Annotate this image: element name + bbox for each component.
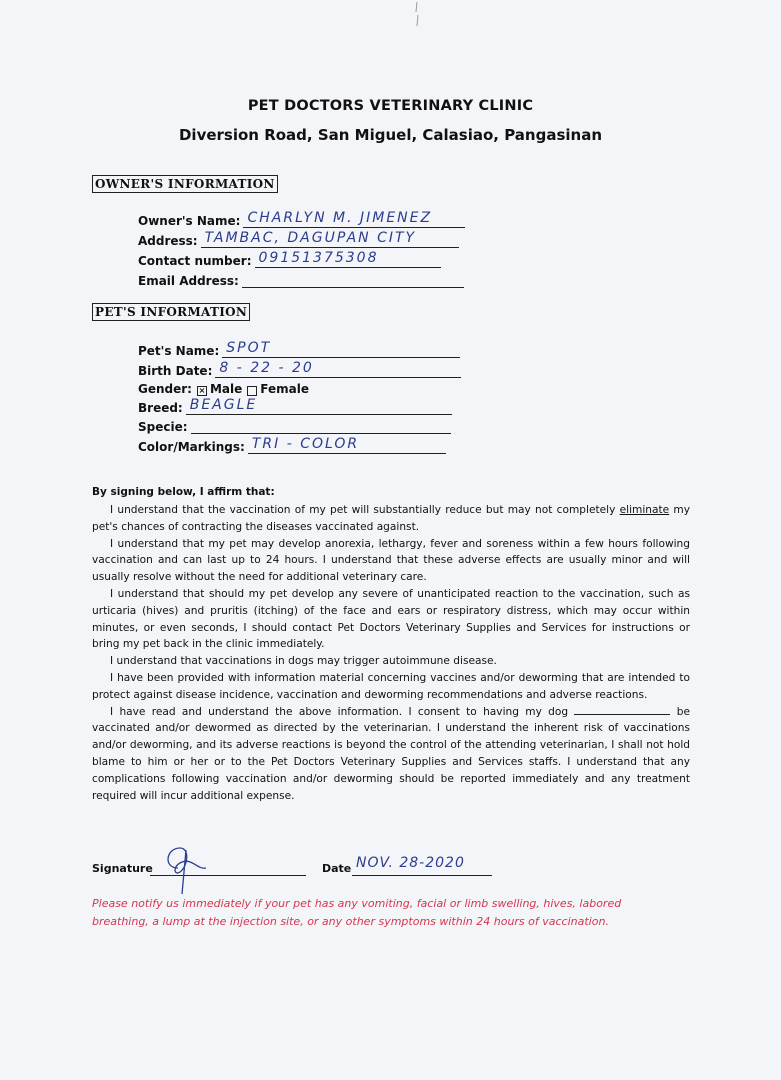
pet-specie-label: Specie:	[138, 420, 188, 434]
pet-breed-field	[138, 397, 452, 415]
signature-label: Signature	[92, 862, 153, 875]
pet-gender-label: Gender:	[138, 382, 192, 396]
owner-section-header: OWNER'S INFORMATION	[92, 175, 278, 193]
affirm-p6-text-b: be vaccinated and/or dewormed as directed by the veterinarian. I understand the inherent risk of vaccinations and/or deworming, and its adverse reactions is beyond the control of the attending veterinarian, I shall not hold blame to him or her or to the Pet Doctors Veterinary Supplies and Services staffs. I understand that any complications following vaccination and/or deworming should be reported immediately and any treatment required will incur additional expense.	[92, 705, 690, 802]
female-label: Female	[260, 382, 309, 396]
notice-text: Please notify us immediately if your pet has any vomiting, facial or limb swelling, hives, labored breathing, a lump at the injection site, or any other symptoms within 24 hours of vaccination.	[92, 897, 622, 928]
pet-color-line[interactable]	[248, 436, 446, 454]
pet-section-header: PET'S INFORMATION	[92, 303, 250, 321]
affirm-heading: By signing below, I affirm that:	[92, 486, 275, 498]
pet-breed-line[interactable]	[186, 397, 452, 415]
handwritten-signature	[158, 838, 228, 898]
clinic-name: PET DOCTORS VETERINARY CLINIC	[247, 98, 534, 114]
male-checkbox[interactable]: ×	[198, 386, 206, 395]
affirm-paragraph-2: I understand that my pet may develop anorexia, lethargy, fever and soreness within a few hours following vaccination and can last up to 24 hours. I understand that these adverse effects are usually minor and will usually resolve without the need for additional veterinary care.	[92, 537, 690, 584]
date-value: NOV. 28-2020	[356, 855, 465, 871]
owner-address-label: Address:	[138, 234, 198, 248]
male-label: Male	[209, 382, 243, 396]
pet-name-field	[138, 340, 460, 358]
owner-email-line[interactable]	[242, 270, 464, 288]
owner-contact-line[interactable]	[255, 250, 441, 268]
pet-birth-field	[138, 360, 461, 378]
owner-address-value: TAMBAC, DAGUPAN CITY	[204, 230, 417, 246]
owner-contact-field	[138, 250, 441, 268]
pet-color-label: Color/Markings:	[138, 440, 245, 454]
owner-name-label: Owner's Name:	[138, 214, 241, 228]
owner-address-line[interactable]	[201, 230, 459, 248]
staple-mark	[412, 0, 422, 30]
pet-gender-field	[138, 378, 309, 396]
pet-name-value: SPOT	[226, 340, 272, 356]
pet-name-line[interactable]	[222, 340, 460, 358]
owner-name-value: CHARLYN M. JIMENEZ	[247, 210, 433, 226]
affirm-paragraph-4: I understand that vaccinations in dogs may trigger autoimmune disease.	[110, 655, 497, 668]
owner-name-line[interactable]	[243, 210, 465, 228]
pet-birth-line[interactable]	[215, 360, 461, 378]
pet-color-field	[138, 436, 446, 454]
pet-breed-value: BEAGLE	[189, 397, 258, 413]
affirm-p1-underlined: eliminate	[619, 504, 670, 516]
pet-specie-line[interactable]	[191, 416, 451, 434]
affirm-p6-text-a: I have read and understand the above information. I consent to having my dog	[110, 705, 575, 718]
pet-color-value: TRI - COLOR	[251, 436, 360, 452]
female-checkbox[interactable]	[247, 386, 257, 396]
affirm-paragraph-1	[92, 502, 690, 536]
pet-birth-value: 8 - 22 - 20	[219, 360, 314, 376]
pet-name-label: Pet's Name:	[138, 344, 220, 358]
affirm-paragraph-6	[92, 704, 690, 805]
owner-name-field	[138, 210, 465, 228]
owner-contact-label: Contact number:	[138, 254, 252, 268]
dog-name-blank[interactable]	[574, 704, 670, 715]
affirmation-paragraphs	[92, 502, 690, 804]
owner-email-field	[138, 270, 464, 288]
affirm-p1-text-b: my pet's chances of contracting the diseases vaccinated against.	[92, 504, 690, 533]
affirm-paragraph-5: I have been provided with information material concerning vaccines and/or deworming that are intended to protect against disease incidence, vaccination and deworming recommendations and adverse reactions.	[92, 671, 690, 701]
pet-specie-field	[138, 416, 451, 434]
owner-email-label: Email Address:	[138, 274, 239, 288]
affirm-paragraph-3: I understand that should my pet develop any severe of unanticipated reaction to the vaccination, such as urticaria (hives) and pruritis (itching) of the face and ears or respiratory distress, which may occur within minutes, or even seconds, I should contact Pet Doctors Veterinary Supplies and Services for instructions or bring my pet back in the clinic immediately.	[92, 587, 690, 651]
date-line[interactable]	[352, 875, 492, 876]
date-label: Date	[322, 862, 352, 875]
pet-birth-label: Birth Date:	[138, 364, 213, 378]
clinic-address: Diversion Road, San Miguel, Calasiao, Pangasinan	[178, 126, 602, 144]
affirm-p1-text-a: I understand that the vaccination of my pet will substantially reduce but may not completely	[110, 504, 620, 516]
owner-contact-value: 09151375308	[258, 250, 379, 266]
pet-breed-label: Breed:	[138, 401, 183, 415]
owner-address-field	[138, 230, 459, 248]
